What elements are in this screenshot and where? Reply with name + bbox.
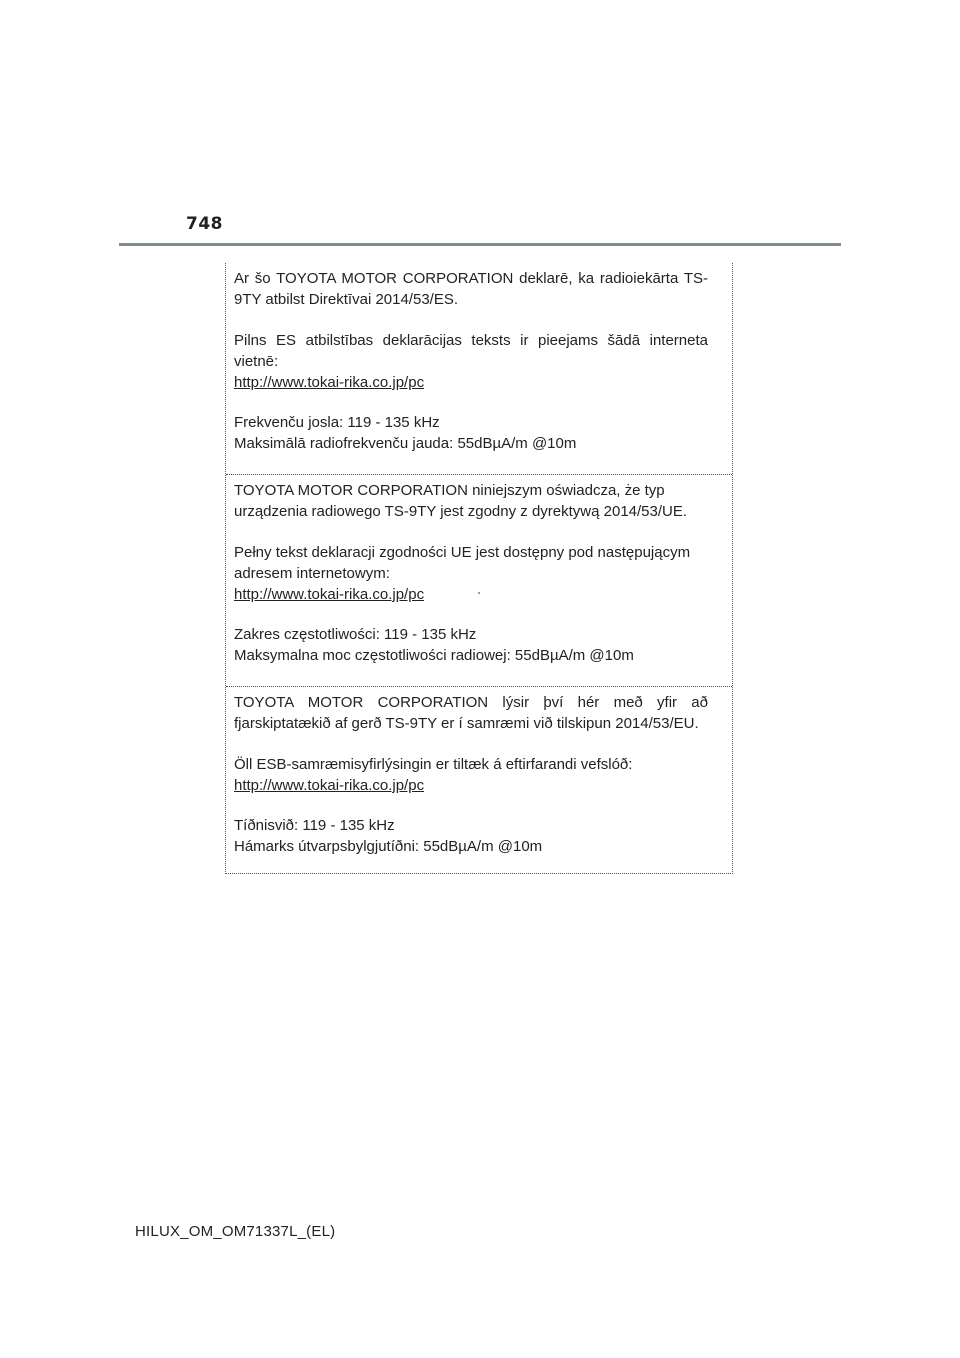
max-power: Maksimālā radiofrekvenču jauda: 55dBµA/m @10m <box>234 435 577 452</box>
declaration-link[interactable]: http://www.tokai-rika.co.jp/pc <box>234 777 425 794</box>
declaration-statement: Ar šo TOYOTA MOTOR CORPORATION deklarē, ka radioiekārta TS-9TY atbilst Direktīvai 2014/53/ES. <box>234 270 708 308</box>
declaration-section-is <box>226 686 732 873</box>
declaration-section-pl <box>226 474 732 686</box>
stray-dot <box>478 592 480 594</box>
page-number: 748 <box>186 214 223 234</box>
document-code-footer: HILUX_OM_OM71337L_(EL) <box>135 1223 336 1240</box>
declaration-statement: TOYOTA MOTOR CORPORATION lýsir því hér með yfir að fjarskiptatækið af gerð TS-9TY er í samræmi við tilskipun 2014/53/EU. <box>234 694 708 732</box>
frequency-band: Frekvenču josla: 119 - 135 kHz <box>234 414 440 431</box>
intro-text: Pilns ES atbilstības deklarācijas teksts ir pieejams šādā interneta vietnē: <box>234 332 708 370</box>
declaration-link[interactable]: http://www.tokai-rika.co.jp/pc <box>234 374 425 391</box>
frequency-band: Tíðnisvið: 119 - 135 kHz <box>234 817 395 834</box>
spec-block <box>234 412 708 454</box>
declaration-text-intro <box>234 330 708 393</box>
header-rule <box>119 243 841 246</box>
intro-text: Öll ESB-samræmisyfirlýsingin er tiltæk á eftirfarandi vefslóð: <box>234 756 633 773</box>
intro-text: Pełny tekst deklaracji zgodności UE jest dostępny pod następującym adresem internetowym: <box>234 544 691 582</box>
frequency-band: Zakres częstotliwości: 119 - 135 kHz <box>234 626 477 643</box>
declaration-link[interactable]: http://www.tokai-rika.co.jp/pc <box>234 586 425 603</box>
declaration-box <box>225 263 733 874</box>
declaration-statement: TOYOTA MOTOR CORPORATION niniejszym oświadcza, że typ urządzenia radiowego TS-9TY jest zgodny z dyrektywą 2014/53/UE. <box>234 482 688 520</box>
declaration-text-intro <box>234 542 708 605</box>
spec-block <box>234 624 708 666</box>
max-power: Maksymalna moc częstotliwości radiowej: 55dBµA/m @10m <box>234 647 634 664</box>
spec-block <box>234 815 708 857</box>
declaration-section-lv <box>226 263 732 474</box>
declaration-text-intro <box>234 754 708 796</box>
max-power: Hámarks útvarpsbylgjutíðni: 55dBµA/m @10m <box>234 838 543 855</box>
